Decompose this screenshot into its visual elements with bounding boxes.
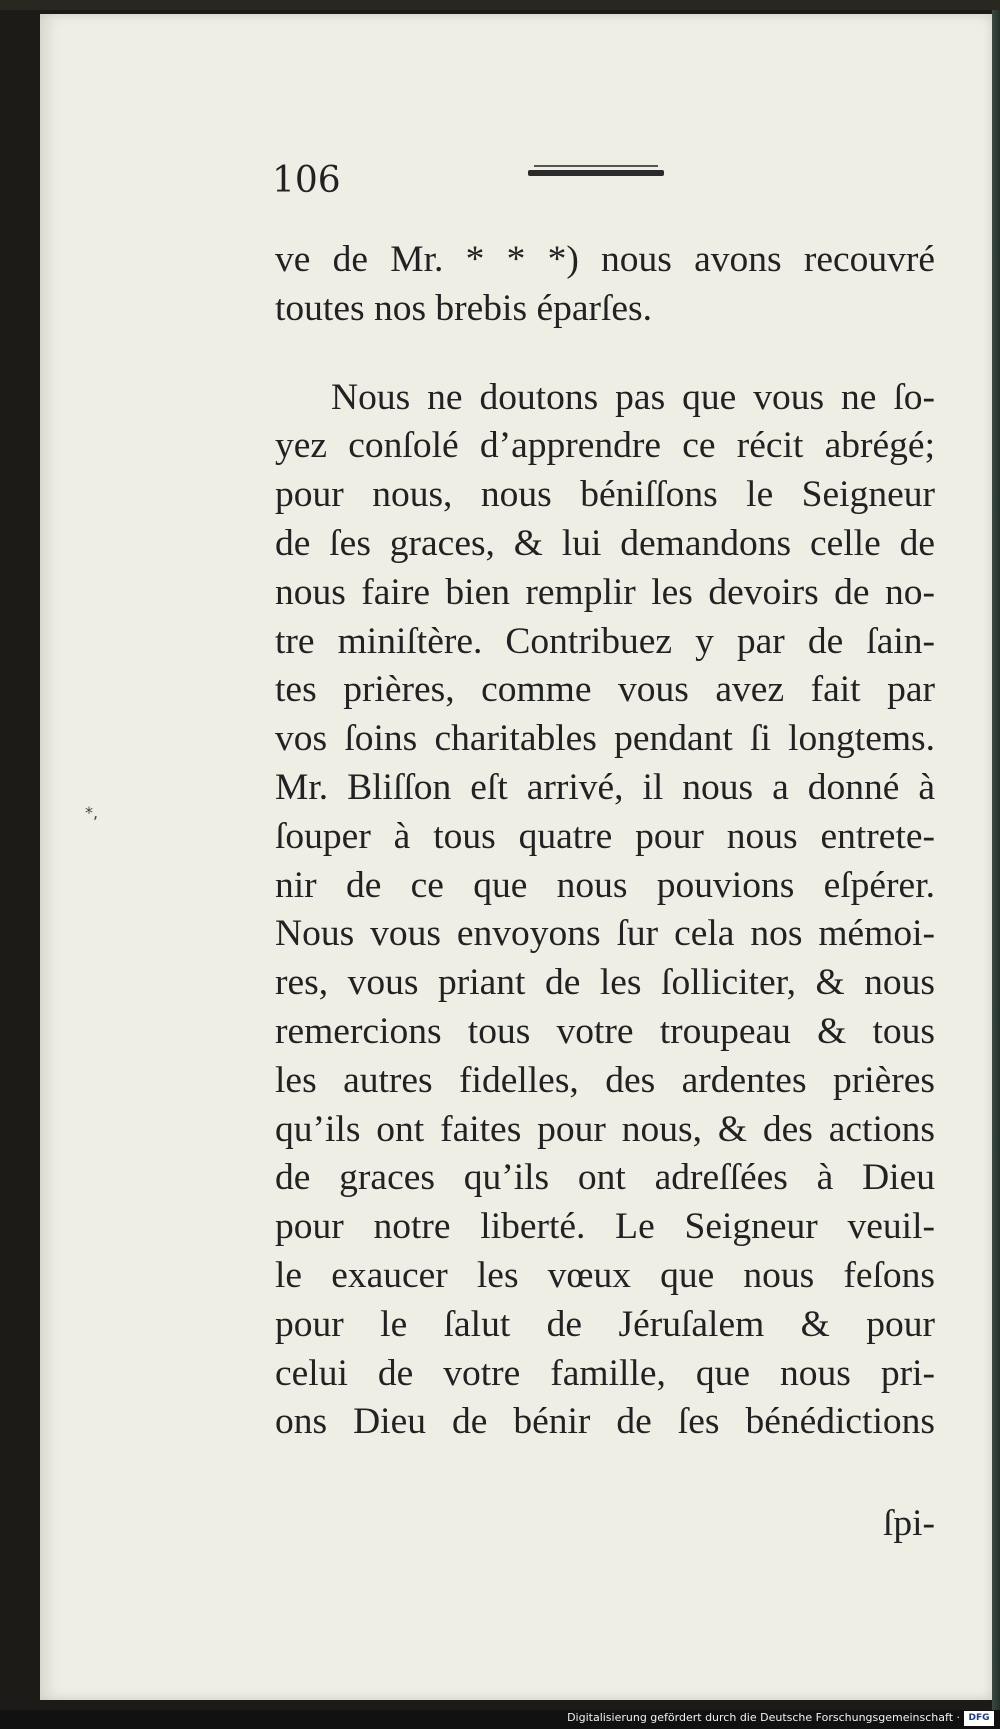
- text-line: nir de ce que nous pouvions eſpérer.: [275, 864, 935, 906]
- text-line: ve de Mr. * * *) nous avons recouvré: [275, 239, 935, 280]
- text-line: pour nous, nous béniſſons le Seigneur: [275, 474, 935, 516]
- text-line: tre miniſtère. Contribuez y par de ſain-: [275, 620, 935, 662]
- text-line: Nous ne doutons pas que vous ne ſo-: [331, 376, 935, 418]
- text-line: ons Dieu de bénir de ſes bénédictions: [275, 1401, 935, 1443]
- text-line: remercions tous votre troupeau & tous: [275, 1010, 935, 1052]
- text-line: Mr. Bliſſon eſt arrivé, il nous a donné à: [275, 766, 935, 808]
- text-line: le exaucer les vœux que nous feſons: [275, 1254, 935, 1296]
- text-line: nous faire bien remplir les devoirs de no-: [275, 571, 935, 613]
- page-header: [272, 160, 936, 210]
- text-line: tes prières, comme vous avez fait par: [275, 669, 935, 711]
- text-line: res, vous priant de les ſolliciter, & nous: [275, 962, 935, 1004]
- header-ornament-rule: [528, 170, 664, 176]
- text-line: Nous vous envoyons ſur cela nos mémoi-: [275, 913, 935, 955]
- text-line: celui de votre famille, que nous pri-: [275, 1352, 935, 1394]
- text-line: de graces qu’ils ont adreſſées à Dieu: [275, 1157, 935, 1199]
- page-number: 106: [272, 160, 341, 201]
- margin-mark: *,: [85, 803, 99, 822]
- dfg-logo: DFG: [964, 1711, 994, 1726]
- text-line: toutes nos brebis éparſes.: [275, 287, 652, 329]
- body-text: [275, 236, 935, 1544]
- text-line: qu’ils ont faites pour nous, & des actions: [275, 1108, 935, 1150]
- paragraph-gap: [275, 334, 935, 374]
- text-line: ſouper à tous quatre pour nous entrete-: [275, 815, 935, 857]
- digitization-credit: Digitalisierung gefördert durch die Deutsche Forschungsgemeinschaft ·: [567, 1711, 960, 1724]
- catchword: ſpi-: [882, 1503, 935, 1544]
- book-binding-edge: [992, 10, 1000, 1710]
- text-line: les autres fidelles, des ardentes prières: [275, 1059, 935, 1101]
- text-line: pour le ſalut de Jéruſalem & pour: [275, 1303, 935, 1345]
- text-line: pour notre liberté. Le Seigneur veuil-: [275, 1206, 935, 1248]
- text-line: vos ſoins charitables pendant ſi longtems.: [275, 718, 935, 760]
- text-line: yez conſolé d’apprendre ce récit abrégé;: [275, 425, 935, 467]
- scan-top-edge: [0, 0, 1000, 10]
- text-line: de ſes graces, & lui demandons celle de: [275, 522, 935, 564]
